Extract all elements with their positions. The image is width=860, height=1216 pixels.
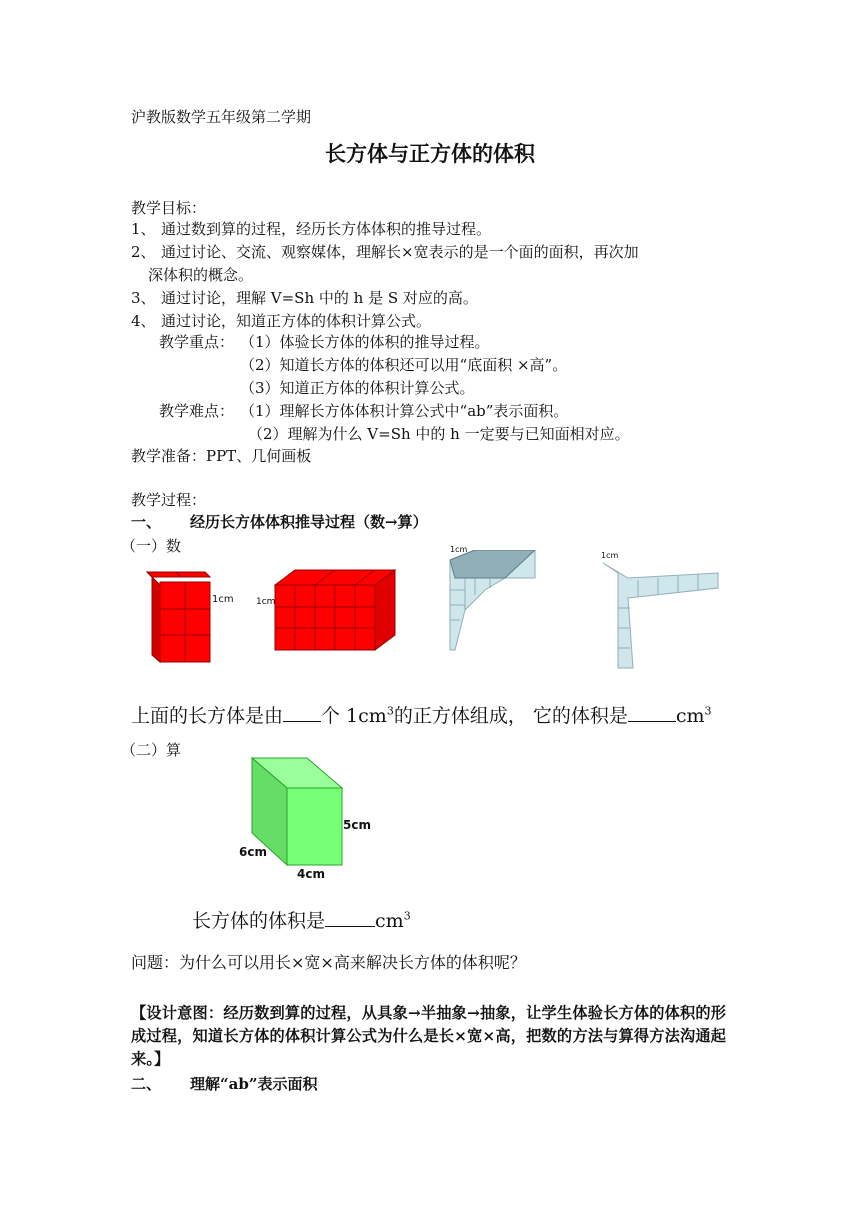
cube-unit-label: 1cm — [212, 594, 234, 605]
process-heading: 教学过程： — [131, 491, 207, 509]
teal-frame-shape — [603, 563, 718, 668]
section-2-title: 理解“ab”表示面积 — [190, 1075, 318, 1093]
design-intent: 【设计意图：经历数到算的过程，从具象→半抽象→抽象，让学生体验长方体的体积的形成过程，知道长方体的体积计算公式为什么是长×宽×高，把数的方法与算得方法沟通起来。】 — [131, 1004, 727, 1068]
volume-sentence — [192, 906, 411, 933]
height-label: 5cm — [343, 818, 371, 832]
red-box-front — [275, 585, 375, 650]
teal-frame-figure — [598, 558, 728, 678]
page-title: 长方体与正方体的体积 — [325, 142, 535, 166]
sentence-part: 上面的长方体是由 — [131, 705, 284, 727]
objectives-heading: 教学目标： — [131, 199, 207, 217]
red-cube-side — [147, 572, 160, 662]
unit: cm — [675, 705, 705, 727]
depth-label: 6cm — [239, 845, 267, 859]
blank-count[interactable] — [283, 705, 321, 722]
box-unit-label: 1cm — [256, 597, 276, 607]
objective-4: 通过讨论，知道正方体的体积计算公式。 — [161, 312, 432, 330]
blank-volume[interactable] — [628, 705, 676, 722]
layer-unit-label: 1cm — [450, 545, 468, 554]
count-sentence — [131, 701, 712, 728]
objective-2-cont: 深体积的概念。 — [148, 266, 254, 284]
sentence-part: 长方体的体积是 — [192, 910, 326, 932]
sentence-part: 个 1cm — [321, 705, 387, 727]
difficulty-2: （2）理解为什么 V=Sh 中的 h 一定要与已知面相对应。 — [248, 425, 630, 443]
section-1-title: 经历长方体体积推导过程（数→算） — [190, 513, 428, 531]
objective-1: 通过数到算的过程，经历长方体体积的推导过程。 — [161, 220, 492, 238]
teal-layer-figure — [445, 550, 545, 660]
objective-4-num: 4、 — [131, 312, 156, 330]
section-2-num: 二、 — [131, 1075, 162, 1093]
red-box-figure — [270, 565, 400, 655]
key-point-1: （1）体验长方体的体积的推导过程。 — [240, 333, 490, 351]
preparation: 教学准备：PPT、几何画板 — [131, 447, 312, 465]
frame-unit-label: 1cm — [601, 551, 619, 560]
unit: cm — [375, 910, 404, 932]
key-points-label: 教学重点： — [159, 333, 235, 351]
superscript: 3 — [704, 704, 712, 718]
red-cube-figure — [140, 565, 245, 665]
question: 问题：为什么可以用长×宽×高来解决长方体的体积呢？ — [131, 953, 526, 972]
green-box-front — [287, 788, 342, 865]
superscript: 3 — [386, 704, 394, 718]
red-box-top — [275, 570, 395, 585]
key-point-3: （3）知道正方体的体积计算公式。 — [240, 379, 475, 397]
objective-3-num: 3、 — [131, 289, 156, 307]
difficulty-1: （1）理解长方体体积计算公式中“ab”表示面积。 — [240, 402, 569, 420]
objective-2: 通过讨论、交流、观察媒体，理解长×宽表示的是一个面的面积，再次加 — [161, 243, 639, 261]
part-2-label: （二）算 — [121, 741, 182, 759]
objective-1-num: 1、 — [131, 220, 156, 238]
sentence-part: 的正方体组成， 它的体积是 — [393, 705, 628, 727]
blank-volume-2[interactable] — [325, 910, 375, 927]
objective-2-num: 2、 — [131, 243, 156, 261]
superscript: 3 — [403, 909, 411, 923]
course-header: 沪教版数学五年级第二学期 — [131, 108, 312, 126]
width-label: 4cm — [297, 867, 325, 881]
key-point-2: （2）知道长方体的体积还可以用“底面积 ×高”。 — [240, 356, 568, 374]
section-1-num: 一、 — [131, 513, 162, 531]
part-1-label: （一）数 — [121, 537, 182, 555]
difficulties-label: 教学难点： — [159, 402, 235, 420]
objective-3: 通过讨论，理解 V=Sh 中的 h 是 S 对应的高。 — [161, 289, 478, 307]
